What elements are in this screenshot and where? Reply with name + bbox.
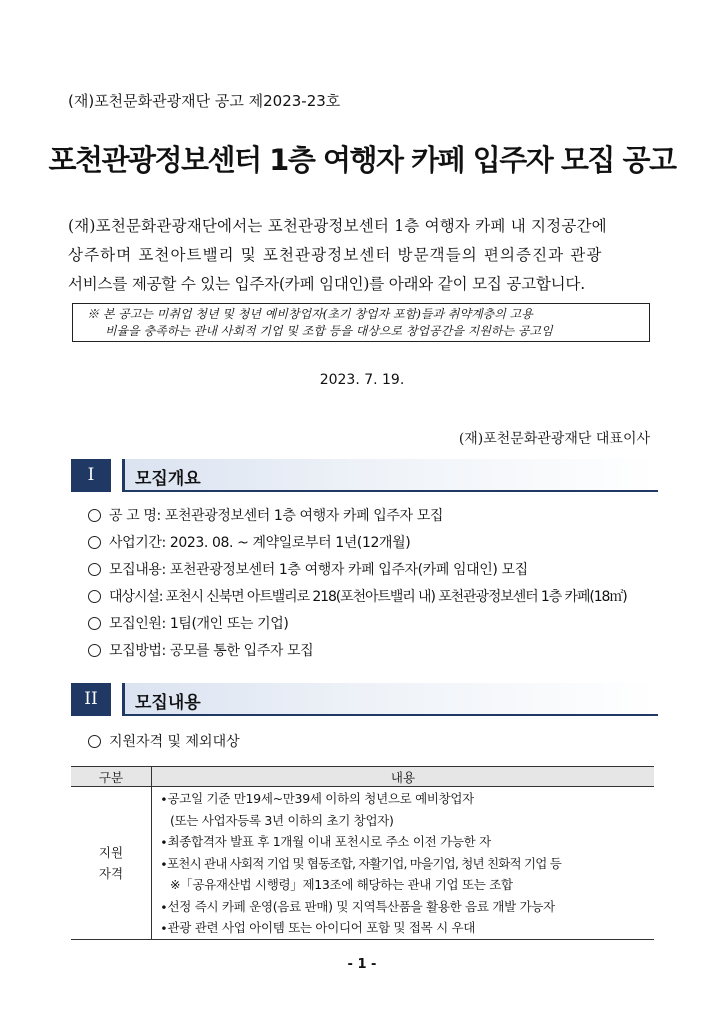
list-item-text: 사업기간: 2023. 08. ~ 계약일로부터 1년(12개월) bbox=[109, 535, 411, 551]
announcement-date: 2023. 7. 19. bbox=[319, 372, 405, 388]
organization-signature: (재)포천문화관광재단 대표이사 bbox=[458, 431, 650, 447]
table-header-content: 내용 bbox=[152, 767, 655, 787]
content-line: (또는 사업자등록 3년 이하의 초기 창업자) bbox=[170, 812, 394, 828]
notice-number: (재)포천문화관광재단 공고 제2023-23호 bbox=[68, 92, 341, 110]
circle-bullet-icon bbox=[88, 563, 101, 576]
list-item bbox=[88, 584, 668, 611]
content-line: ∙공고일 기준 만19세~만39세 이하의 청년으로 예비창업자 bbox=[160, 791, 474, 806]
row-content bbox=[152, 787, 655, 940]
section-number: II bbox=[71, 683, 111, 716]
list-item bbox=[88, 530, 668, 557]
section-title-bar bbox=[122, 683, 658, 716]
section-title-bar bbox=[122, 459, 658, 492]
intro-paragraph bbox=[68, 212, 658, 299]
list-item-text: 공 고 명: 포천관광정보센터 1층 여행자 카페 입주자 모집 bbox=[109, 508, 443, 524]
section-2-header bbox=[71, 683, 655, 716]
notice-line: 비율을 충족하는 관내 사회적 기업 및 조합 등을 대상으로 창업공간을 지원하는 공고임 bbox=[105, 324, 553, 338]
circle-bullet-icon bbox=[88, 509, 101, 522]
intro-line: 상주하며 포천아트밸리 및 포천관광정보센터 방문객들의 편의증진과 관광 bbox=[68, 246, 603, 264]
content-line: ※「공유재산법 시행령」제13조에 해당하는 관내 기업 또는 조합 bbox=[170, 877, 513, 892]
section-1-header bbox=[71, 459, 655, 492]
table-header-row bbox=[71, 767, 654, 787]
circle-bullet-icon bbox=[88, 617, 101, 630]
circle-bullet-icon bbox=[88, 735, 101, 748]
row-label-line: 자격 bbox=[98, 866, 124, 882]
eligibility-table bbox=[71, 766, 654, 940]
content-line: ∙선정 즉시 카페 운영(음료 판매) 및 지역특산품을 활용한 음료 개발 가능자 bbox=[160, 898, 555, 914]
list-item bbox=[88, 503, 668, 530]
page-number: - 1 - bbox=[347, 957, 377, 972]
content-line: ∙포천시 관내 사회적 기업 및 협동조합, 자활기업, 마을기업, 청년 친화적 기업 등 bbox=[160, 855, 561, 871]
subheading-text: 지원자격 및 제외대상 bbox=[109, 734, 240, 750]
notice-line: ※ 본 공고는 미취업 청년 및 청년 예비창업자(초기 창업자 포함)들과 취약계층의 고용 bbox=[87, 307, 533, 321]
content-line: ∙관광 관련 사업 아이템 또는 아이디어 포함 및 접목 시 우대 bbox=[160, 920, 476, 935]
circle-bullet-icon bbox=[88, 536, 101, 549]
row-label-line: 지원 bbox=[98, 845, 124, 861]
list-item bbox=[88, 611, 668, 638]
circle-bullet-icon bbox=[88, 644, 101, 657]
table-row bbox=[71, 787, 654, 940]
list-item bbox=[88, 638, 668, 665]
intro-line: (재)포천문화관광재단에서는 포천관광정보센터 1층 여행자 카페 내 지정공간에 bbox=[68, 217, 607, 235]
table-header-category: 구분 bbox=[71, 767, 152, 787]
list-item-text: 모집방법: 공모를 통한 입주자 모집 bbox=[109, 643, 314, 659]
row-label bbox=[71, 787, 152, 940]
section-1-items bbox=[88, 503, 668, 665]
subheading bbox=[88, 731, 240, 751]
notice-box bbox=[72, 303, 650, 342]
section-number: I bbox=[71, 459, 111, 492]
content-line: ∙최종합격자 발표 후 1개월 이내 포천시로 주소 이전 가능한 자 bbox=[160, 834, 491, 849]
section-title: 모집개요 bbox=[135, 469, 201, 489]
intro-line: 서비스를 제공할 수 있는 입주자(카페 임대인)를 아래와 같이 모집 공고합니다. bbox=[68, 275, 585, 293]
page-title: 포천관광정보센터 1층 여행자 카페 입주자 모집 공고 bbox=[48, 143, 676, 177]
section-title: 모집내용 bbox=[135, 693, 201, 713]
list-item-text: 모집인원: 1팀(개인 또는 기업) bbox=[109, 616, 289, 632]
list-item-text: 대상시설: 포천시 신북면 아트밸리로 218(포천아트밸리 내) 포천관광정보센터 1층 카페(18㎡) bbox=[109, 589, 627, 605]
list-item-text: 모집내용: 포천관광정보센터 1층 여행자 카페 입주자(카페 임대인) 모집 bbox=[109, 562, 528, 578]
circle-bullet-icon bbox=[88, 590, 101, 603]
list-item bbox=[88, 557, 668, 584]
